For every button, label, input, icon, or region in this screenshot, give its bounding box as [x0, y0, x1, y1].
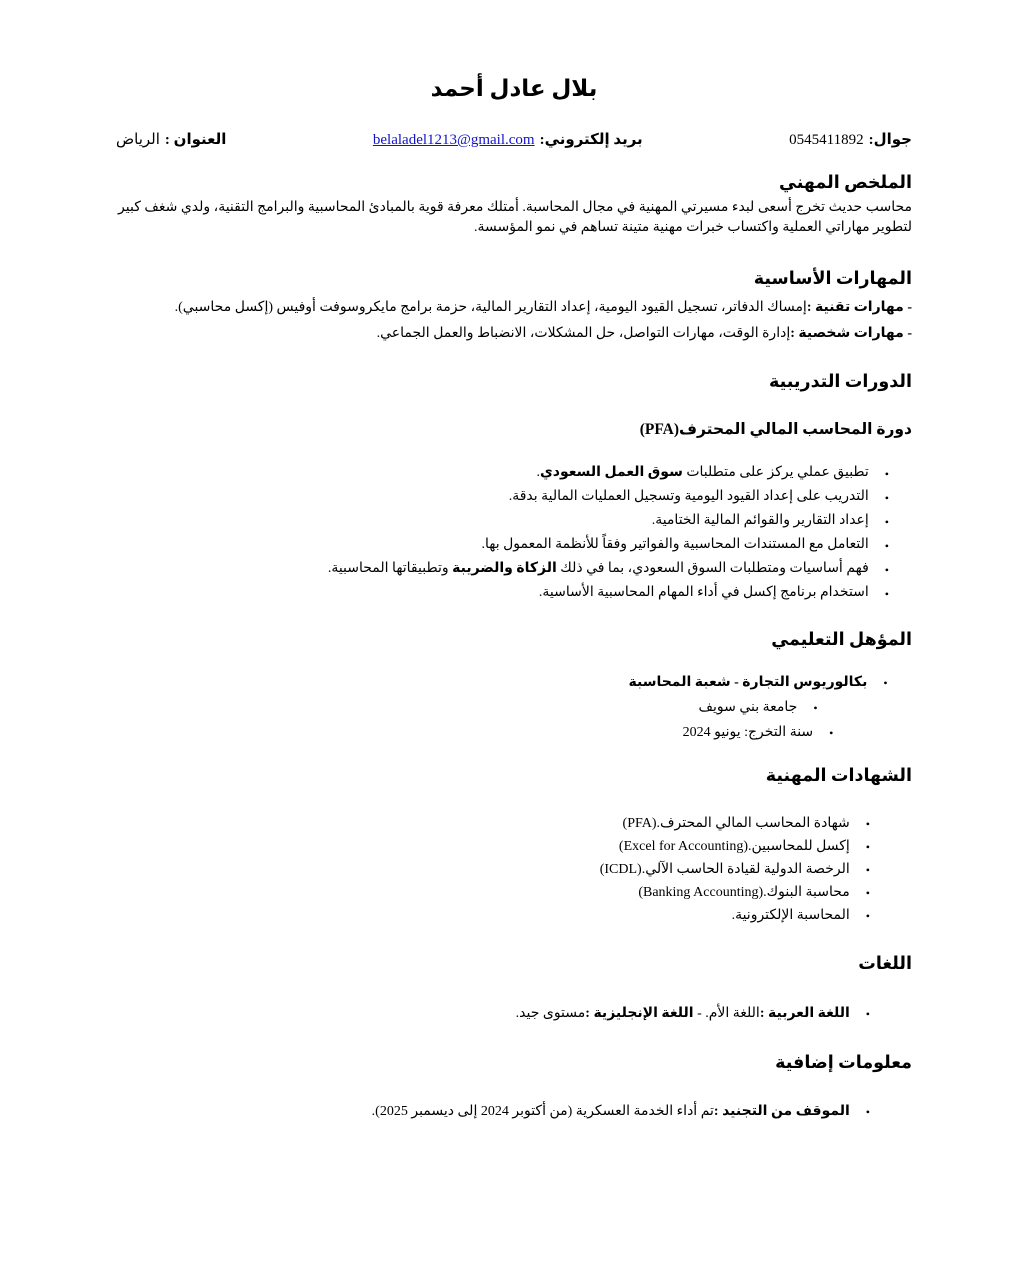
course-bullet [116, 461, 889, 485]
bullet-icon: • [865, 840, 870, 854]
course-bullet [116, 485, 889, 509]
languages-bullet-list [116, 1002, 870, 1025]
education-bullet [604, 720, 912, 745]
bullet-icon: • [884, 563, 889, 577]
bullet-icon: • [884, 587, 889, 601]
certificate-text: إكسل للمحاسبين.(Excel for Accounting) [618, 839, 850, 854]
course-bullet [116, 509, 889, 533]
education-degree: بكالوريوس التجارة - شعبة المحاسبة [628, 675, 868, 690]
language-bullet [116, 1002, 870, 1025]
course-bullet-text: تطبيق عملي يركز على متطلبات سوق العمل السعودي. [536, 465, 869, 480]
language-text: اللغة العربية :اللغة الأم. - اللغة الإنجليزية :مستوى جيد. [515, 1006, 850, 1021]
skill-label-personal: - مهارات شخصية : [790, 326, 912, 341]
education-university: جامعة بني سويف [698, 700, 798, 715]
skill-text-personal: إدارة الوقت، مهارات التواصل، حل المشكلات، الانضباط والعمل الجماعي. [376, 326, 791, 341]
certificate-bullet [116, 881, 870, 904]
certificate-text: المحاسبة الإلكترونية. [731, 908, 850, 923]
skills-heading: المهارات الأساسية [753, 268, 912, 288]
section-training-courses [116, 370, 912, 605]
skill-text-technical: إمساك الدفاتر، تسجيل القيود اليومية، إعداد التقارير المالية، حزمة برامج مايكروسوفت أوفيس (إكسل محاسبي). [174, 300, 807, 315]
section-languages [116, 952, 912, 1025]
section-core-skills [116, 267, 912, 347]
certificate-text: شهادة المحاسب المالي المحترف.(PFA) [622, 816, 850, 831]
certificates-heading: الشهادات المهنية [765, 765, 912, 785]
skills-body [116, 295, 912, 347]
section-education [116, 628, 912, 745]
certificate-text: الرخصة الدولية لقيادة الحاسب الآلي.(ICDL) [599, 862, 850, 877]
summary-heading: الملخص المهني [778, 172, 912, 192]
contact-address [116, 130, 226, 149]
education-bullet-list [604, 670, 912, 745]
summary-text: محاسب حديث تخرج أسعى لبدء مسيرتي المهنية في مجال المحاسبة. أمتلك معرفة قوية بالمبادئ المحاسبية والبرامج التقنية، ولدي شغف كبير لتطوير مهاراتي العملية واكتساب خبرات مهنية متينة تساهم في نمو المؤسسة. [118, 200, 912, 235]
course-bullet-text: التدريب على إعداد القيود اليومية وتسجيل العمليات المالية بدقة. [508, 489, 869, 504]
education-graduation-year: سنة التخرج: يونيو 2024 [682, 725, 814, 740]
email-label: بريد إلكتروني: [539, 132, 643, 148]
courses-heading: الدورات التدريبية [769, 371, 912, 391]
military-status-text: الموقف من التجنيد :تم أداء الخدمة العسكرية (من أكتوبر 2024 إلى ديسمبر 2025). [371, 1104, 850, 1119]
bullet-icon: • [865, 886, 870, 900]
course-bullet [116, 557, 889, 581]
bullet-icon: • [865, 1007, 870, 1021]
course-bullet-text: التعامل مع المستندات المحاسبية والفواتير وفقاً للأنظمة المعمول بها. [481, 537, 869, 552]
certificate-bullet [116, 904, 870, 927]
course-bullet-text: فهم أساسيات ومتطلبات السوق السعودي، بما في ذلك الزكاة والضريبة وتطبيقاتها المحاسبية. [327, 561, 869, 576]
phone-number: 0545411892 [789, 132, 864, 148]
bullet-icon: • [829, 726, 834, 740]
course-bullet-text: استخدام برنامج إكسل في أداء المهام المحاسبية الأساسية. [538, 585, 869, 600]
phone-label: جوال: [868, 132, 912, 148]
address-value: الرياض [116, 132, 160, 148]
bullet-icon: • [883, 676, 888, 690]
course-bullet-list [116, 461, 889, 605]
bullet-icon: • [884, 491, 889, 505]
email-link[interactable]: belaladel1213@gmail.com [372, 132, 535, 148]
bullet-icon: • [884, 515, 889, 529]
bullet-icon: • [884, 539, 889, 553]
skill-line-technical [116, 295, 912, 321]
bullet-icon: • [865, 909, 870, 923]
contact-row [116, 130, 912, 149]
bullet-icon: • [865, 1105, 870, 1119]
education-bullet [604, 670, 912, 695]
additional-bullet [116, 1100, 870, 1123]
languages-heading: اللغات [858, 953, 912, 973]
course-bullet [116, 533, 889, 557]
course-bullet-text: إعداد التقارير والقوائم المالية الختامية. [651, 513, 869, 528]
course-bullet [116, 581, 889, 605]
certificate-bullet [116, 835, 870, 858]
education-heading: المؤهل التعليمي [771, 629, 912, 649]
address-label: العنوان : [164, 132, 227, 148]
skill-line-personal [116, 321, 912, 347]
certificate-bullet [116, 812, 870, 835]
contact-phone [789, 130, 912, 149]
contact-email [373, 130, 643, 149]
bullet-icon: • [813, 701, 818, 715]
course-title: دورة المحاسب المالي المحترف(PFA) [639, 421, 912, 438]
section-additional-info [116, 1051, 912, 1123]
certificate-bullet [116, 858, 870, 881]
bullet-icon: • [884, 467, 889, 481]
certificate-text: محاسبة البنوك.(Banking Accounting) [638, 885, 850, 900]
bullet-icon: • [865, 817, 870, 831]
section-professional-summary [116, 171, 912, 238]
additional-bullet-list [116, 1100, 870, 1123]
certificates-bullet-list [116, 812, 870, 927]
section-certificates [116, 764, 912, 927]
additional-heading: معلومات إضافية [775, 1052, 912, 1072]
bullet-icon: • [865, 863, 870, 877]
education-bullet [604, 695, 912, 720]
skill-label-technical: - مهارات تقنية : [806, 300, 912, 315]
page-title: بلال عادل أحمد [430, 76, 598, 101]
